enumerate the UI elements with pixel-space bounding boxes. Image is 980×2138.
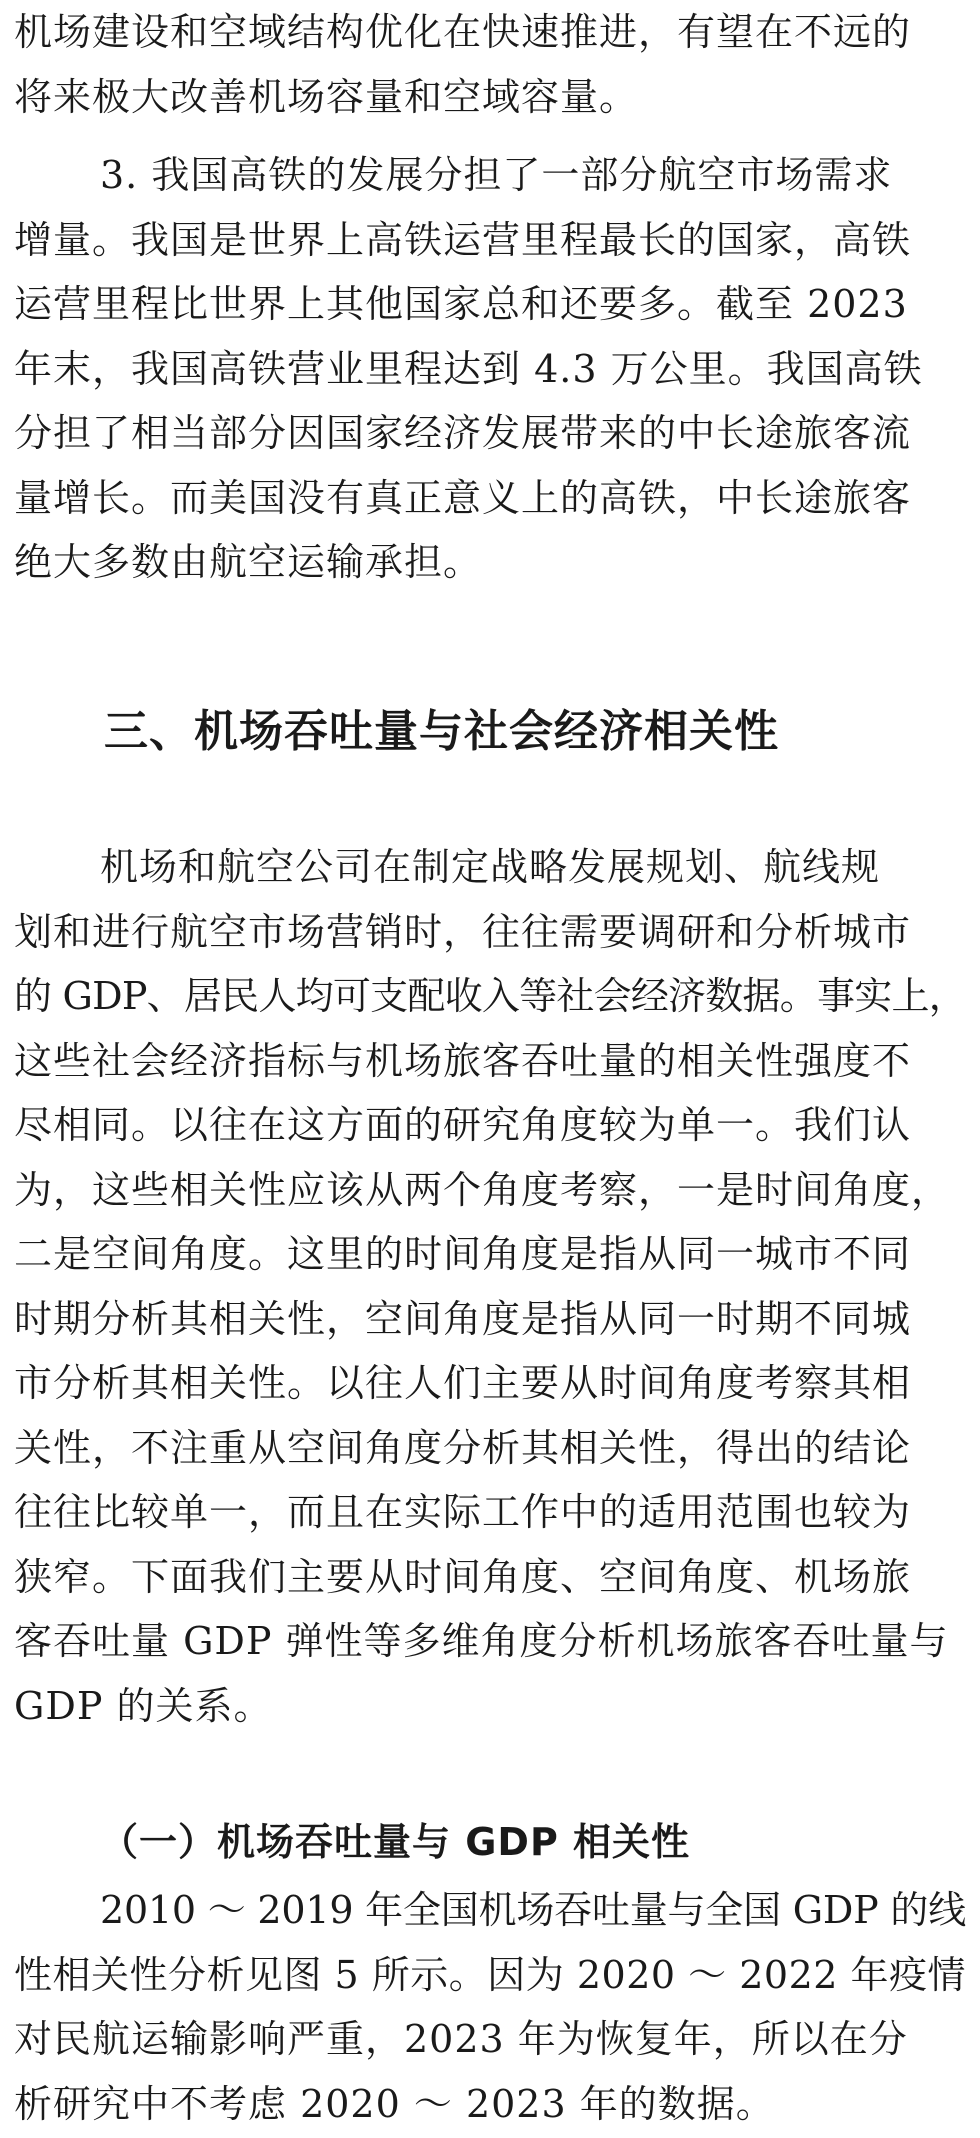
paragraph-gdp-correlation bbox=[14, 1878, 966, 2136]
text-line: 运营里程比世界上其他国家总和还要多。截至 2023 bbox=[14, 282, 908, 326]
text-line: 划和进行航空市场营销时，往往需要调研和分析城市 bbox=[14, 909, 912, 954]
text-line: 对民航运输影响严重，2023 年为恢复年，所以在分 bbox=[14, 2017, 908, 2061]
text-line: 年末，我国高铁营业里程达到 4.3 万公里。我国高铁 bbox=[14, 346, 923, 391]
text-line: 增量。我国是世界上高铁运营里程最长的国家，高铁 bbox=[14, 217, 912, 262]
text-line: 量增长。而美国没有真正意义上的高铁，中长途旅客 bbox=[14, 475, 912, 520]
text-line: 的 GDP、居民人均可支配收入等社会经济数据。事实上， bbox=[14, 974, 966, 1018]
text-line: 机场和航空公司在制定战略发展规划、航线规 bbox=[100, 845, 881, 889]
paragraph-high-speed-rail bbox=[14, 143, 966, 595]
section-heading: 三、机场吞吐量与社会经济相关性 bbox=[104, 706, 779, 757]
text-line: 性相关性分析见图 5 所示。因为 2020 ～ 2022 年疫情 bbox=[14, 1952, 966, 1997]
text-line: 为，这些相关性应该从两个角度考察，一是时间角度， bbox=[14, 1167, 951, 1212]
text-line: 关性，不注重从空间角度分析其相关性，得出的结论 bbox=[14, 1425, 912, 1470]
text-line: 绝大多数由航空运输承担。 bbox=[14, 540, 483, 584]
text-line: 这些社会经济指标与机场旅客吞吐量的相关性强度不 bbox=[14, 1038, 912, 1083]
text-line: 客吞吐量 GDP 弹性等多维角度分析机场旅客吞吐量与 bbox=[14, 1619, 949, 1663]
text-line: 3. 我国高铁的发展分担了一部分航空市场需求 bbox=[100, 153, 893, 197]
paragraph-correlation-intro bbox=[14, 835, 966, 1738]
text-line: GDP 的关系。 bbox=[14, 1683, 273, 1728]
text-line: 将来极大改善机场容量和空域容量。 bbox=[14, 74, 639, 119]
text-line: 二是空间角度。这里的时间角度是指从同一城市不同 bbox=[14, 1232, 912, 1276]
text-line: 时期分析其相关性，空间角度是指从同一时期不同城 bbox=[14, 1296, 912, 1341]
text-line: 机场建设和空域结构优化在快速推进，有望在不远的 bbox=[14, 10, 912, 54]
text-line: 尽相同。以往在这方面的研究角度较为单一。我们认 bbox=[14, 1103, 912, 1147]
subsection-heading: （一）机场吞吐量与 GDP 相关性 bbox=[100, 1820, 691, 1864]
text-line: 狭窄。下面我们主要从时间角度、空间角度、机场旅 bbox=[14, 1554, 912, 1599]
text-line: 市分析其相关性。以往人们主要从时间角度考察其相 bbox=[14, 1361, 912, 1405]
paragraph-airport-capacity bbox=[14, 0, 966, 129]
text-line: 2010 ～ 2019 年全国机场吞吐量与全国 GDP 的线 bbox=[100, 1888, 966, 1932]
text-line: 析研究中不考虑 2020 ～ 2023 年的数据。 bbox=[14, 2081, 775, 2126]
text-line: 分担了相当部分因国家经济发展带来的中长途旅客流 bbox=[14, 411, 912, 455]
text-line: 往往比较单一，而且在实际工作中的适用范围也较为 bbox=[14, 1490, 912, 1534]
